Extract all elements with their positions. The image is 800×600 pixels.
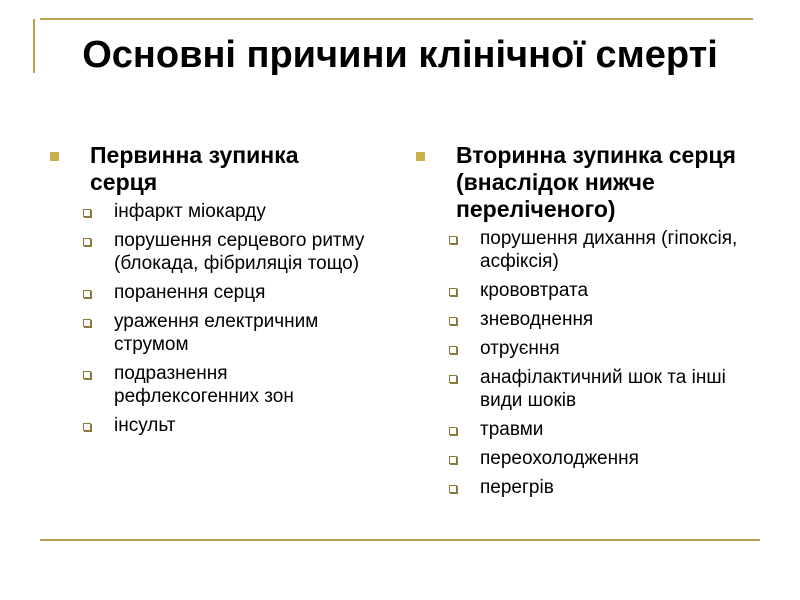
hollow-square-bullet-icon (449, 456, 457, 464)
bottom-divider (40, 539, 760, 541)
hollow-square-bullet-icon (449, 375, 457, 383)
list-item: крововтрата (416, 279, 756, 302)
list-item: ураження електричним струмом (50, 310, 370, 356)
list-item: перегрів (416, 476, 756, 499)
list-item: подразнення рефлексогенних зон (50, 362, 370, 408)
list-item: інфаркт міокарду (50, 200, 370, 223)
secondary-causes-column (416, 142, 756, 505)
hollow-square-bullet-icon (449, 288, 457, 296)
list-item: анафілактичний шок та інші види шоків (416, 366, 756, 412)
square-bullet-icon (50, 152, 59, 161)
slide-title: Основні причини клінічної смерті (82, 34, 718, 76)
square-bullet-icon (416, 152, 425, 161)
list-item: поранення серця (50, 281, 370, 304)
list-item: інсульт (50, 414, 370, 437)
primary-causes-list (50, 200, 370, 437)
hollow-square-bullet-icon (83, 209, 91, 217)
hollow-square-bullet-icon (83, 290, 91, 298)
hollow-square-bullet-icon (449, 236, 457, 244)
heading-text: Вторинна зупинка серця (внаслідок нижче переліченого) (456, 142, 736, 222)
list-item: отруєння (416, 337, 756, 360)
hollow-square-bullet-icon (83, 423, 91, 431)
hollow-square-bullet-icon (83, 371, 91, 379)
list-item: порушення серцевого ритму (блокада, фібриляція тощо) (50, 229, 370, 275)
primary-causes-heading (50, 142, 370, 196)
list-item: порушення дихання (гіпоксія, асфіксія) (416, 227, 756, 273)
hollow-square-bullet-icon (83, 319, 91, 327)
hollow-square-bullet-icon (83, 238, 91, 246)
left-divider (33, 19, 35, 73)
top-divider (40, 18, 753, 20)
secondary-causes-heading (416, 142, 756, 223)
hollow-square-bullet-icon (449, 485, 457, 493)
hollow-square-bullet-icon (449, 317, 457, 325)
heading-text: Первинна зупинка серця (90, 142, 299, 195)
list-item: переохолодження (416, 447, 756, 470)
secondary-causes-list (416, 227, 756, 499)
list-item: травми (416, 418, 756, 441)
list-item: зневоднення (416, 308, 756, 331)
primary-causes-column (50, 142, 370, 443)
hollow-square-bullet-icon (449, 346, 457, 354)
hollow-square-bullet-icon (449, 427, 457, 435)
